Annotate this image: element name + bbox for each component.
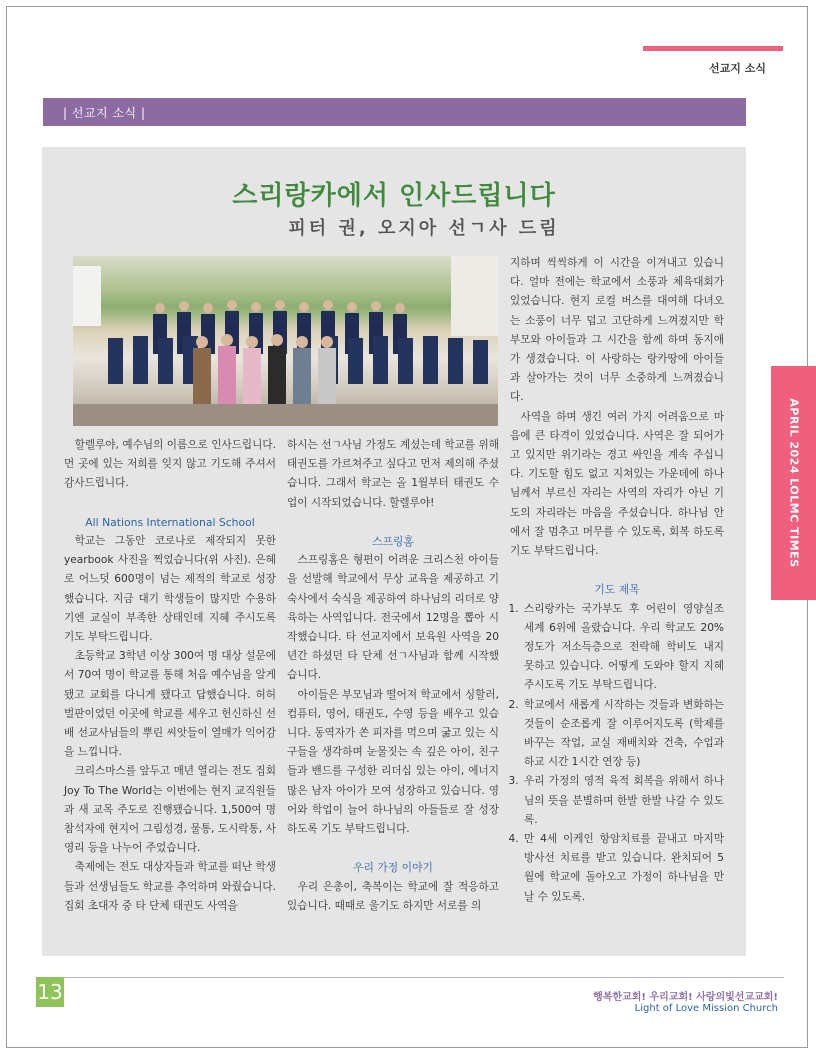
photo-building-right bbox=[451, 256, 498, 336]
article-title: 스리랑카에서 인사드립니다 bbox=[232, 181, 556, 211]
article-column-1 bbox=[64, 436, 276, 916]
article-byline: 피터 권, 오지아 선ㄱ사 드림 bbox=[288, 218, 560, 239]
prayer-item: 4. 만 4세 이케인 항암치료를 끝내고 마지막 방사선 치료를 받고 있습니다. 완치되어 5월에 학교에 돌아오고 가정이 하나님을 만날 수 있도록. bbox=[522, 830, 724, 907]
paragraph: 지하며 씩씩하게 이 시간을 이겨내고 있습니다. 얼마 전에는 학교에서 소풍과 체육대회가 있었습니다. 현지 로컬 버스를 대여해 다녀오는 소풍이 너무 덥고 고단하게 느껴졌지만 학부모와 아이들과 그 시간을 함께 하며 동지애가 생겼습니다. 이 사랑하는 랑카땅에 아이들과 살아가는 것이 너무 소중하게 느껴졌습니다. bbox=[510, 257, 724, 404]
photo-ground bbox=[73, 404, 498, 426]
running-header: 선교지 소식 bbox=[709, 62, 766, 75]
paragraph: 학교는 그동안 코로나로 제작되지 못한 yearbook 사진을 찍었습니다(위 사진). 은혜로 어느덧 600명이 넘는 제적의 학교로 성장했습니다. 지금 대기 학생들이 많지만 수용하기엔 교실이 부족한 상태인데 지혜 주시도록 기도 부탁드립니다. bbox=[64, 535, 276, 644]
footer-slogan-english: Light of Love Mission Church bbox=[634, 1003, 778, 1014]
footer-divider bbox=[64, 977, 784, 978]
page-number: 13 bbox=[36, 977, 64, 1007]
paragraph: 스프링홈은 형편이 어려운 크리스천 아이들을 선발해 학교에서 무상 교육을 제공하고 기숙사에서 숙식을 제공하여 하나님의 리더로 양육하는 사역입니다. 전국에서 12명을 뽑아 시작했습니다. 타 선교지에서 보육원 사역을 20년간 하셨던 타 단체 선ㄱ사님과 함께 시작했습니다. bbox=[287, 554, 499, 682]
paragraph: 하시는 선ㄱ사님 가정도 계셨는데 학교를 위해 태권도를 가르쳐주고 싶다고 먼저 제의해 주셨습니다. 그래서 학교는 올 1월부터 태권도 수업이 시작되었습니다. 할렐루야! bbox=[287, 439, 499, 509]
article-column-3 bbox=[510, 254, 724, 907]
paragraph: 축제에는 전도 대상자들과 학교를 떠난 학생들과 선생님들도 학교를 추억하며 와줬습니다. 집회 초대자 중 타 단체 태권도 사역을 bbox=[64, 861, 276, 912]
paragraph: 아이들은 부모님과 떨어져 학교에서 싱할러, 컴퓨터, 영어, 태권도, 수영 등을 배우고 있습니다. 동역자가 쏜 피자를 먹으며 굶고 있는 식구들을 생각하며 눈물짓는 속 깊은 아이, 친구들과 밴드를 구성한 리더십 있는 아이, 에너지 많은 남자 아이가 모여 성장하고 있습니다. 영어와 학업이 늘어 하나님의 아들들로 잘 성장하도록 기도 부탁드립니다. bbox=[287, 688, 499, 836]
paragraph: 크리스마스를 앞두고 매년 열리는 전도 집회 Joy To The World는 이번에는 현지 교직원들과 새 교목 주도로 진행됐습니다. 1,500여 명 참석자에 현지어 그림성경, 물통, 도시락통, 사영리 등을 나누어 주었습니다. bbox=[64, 765, 276, 855]
article-column-2 bbox=[287, 436, 499, 916]
group-photo bbox=[73, 256, 498, 426]
prayer-list bbox=[510, 600, 724, 907]
section-label: | 선교지 소식 | bbox=[63, 106, 146, 120]
footer-slogan-korean: 행복한교회! 우리교회! 사랑의빛선교교회! bbox=[593, 992, 778, 1003]
subheading-school: All Nations International School bbox=[85, 515, 255, 529]
section-bar bbox=[43, 98, 746, 126]
paragraph: 초등학교 3학년 이상 300여 명 대상 설문에서 70여 명이 학교를 통해 처음 예수님을 알게 됐고 교회를 다니게 됐다고 답했습니다. 허허벌판이었던 이곳에 학교를 세우고 헌신하신 선배 선교사님들의 뿌린 씨앗들이 열매가 익어감을 느낍니다. bbox=[64, 650, 276, 759]
photo-building-left bbox=[73, 266, 101, 326]
photo-staff-front-row bbox=[193, 346, 336, 404]
top-accent-bar bbox=[643, 46, 783, 51]
prayer-item: 1. 스리랑카는 국가부도 후 어린이 영양실조 세계 6위에 올랐습니다. 우리 학교도 20% 정도가 저소득층으로 전락해 학비도 내지 못하고 있습니다. 어떻게 도와야 할지 지혜 주시도록 기도 부탁드립니다. bbox=[522, 600, 724, 696]
paragraph: 할렐루야, 예수님의 이름으로 인사드립니다. 먼 곳에 있는 저희를 잊지 않고 기도해 주셔서 감사드립니다. bbox=[64, 439, 276, 490]
paragraph: 우리 은총이, 축복이는 학교에 잘 적응하고 있습니다. 때때로 울기도 하지만 서로를 의 bbox=[287, 880, 499, 912]
prayer-item: 2. 학교에서 새롭게 시작하는 것들과 변화하는 것들이 순조롭게 잘 이루어지도록 (학제를 바꾸는 작업, 교실 재배치와 건축, 수업과 하교 시간 1시간 연장 등) bbox=[522, 696, 724, 773]
subheading-family-story: 우리 가정 이야기 bbox=[353, 861, 433, 875]
subheading-spring-home: 스프링홈 bbox=[372, 535, 414, 548]
side-tab bbox=[771, 366, 816, 600]
side-tab-label: APRIL 2024 LOLMC TIMES bbox=[787, 398, 800, 568]
group-photo-illustration bbox=[73, 256, 498, 426]
subheading-prayer-requests: 기도 제목 bbox=[594, 583, 640, 597]
prayer-item: 3. 우리 가정의 영적 육적 회복을 위해서 하나님의 뜻을 분별하며 한발 한발 나갈 수 있도록. bbox=[522, 772, 724, 830]
paragraph: 사역을 하며 생긴 여러 가지 어려움으로 마음에 큰 타격이 있었습니다. 사역은 잘 되어가고 있지만 위기라는 경고 싸인을 계속 주십니다. 기도할 힘도 없고 지쳐있는 가운데에 하나님께서 부르신 자리는 사역의 자리가 아닌 기도의 자리라는 마음을 주셨습니다. 하나님 안에서 잘 멈추고 머무를 수 있도록, 회복 하도록 기도 부탁드립니다. bbox=[510, 410, 724, 558]
